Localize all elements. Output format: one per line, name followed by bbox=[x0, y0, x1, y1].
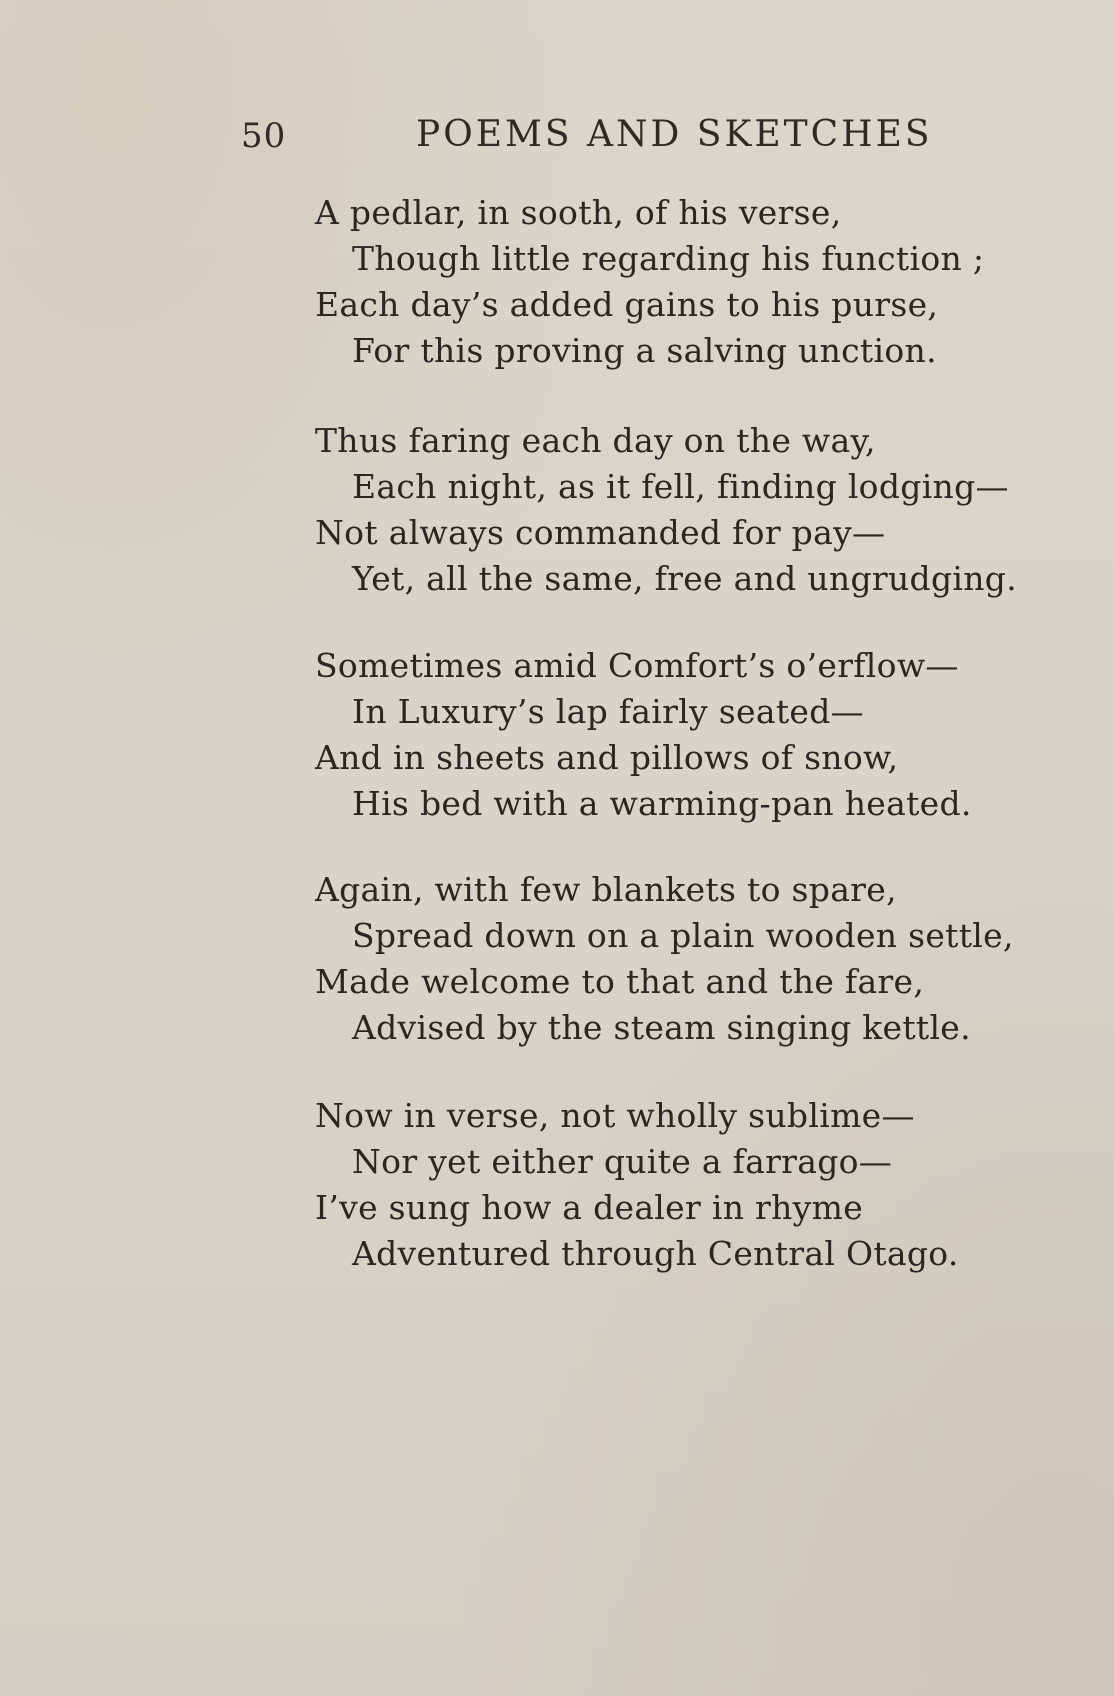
stanza-2 bbox=[315, 418, 1018, 602]
verse-line: His bed with a warming-pan heated. bbox=[352, 784, 972, 823]
verse-line: Not always commanded for pay— bbox=[315, 513, 886, 552]
verse-line: In Luxury’s lap fairly seated— bbox=[352, 692, 864, 731]
verse-line: Spread down on a plain wooden settle, bbox=[352, 916, 1014, 955]
verse-line: Adventured through Central Otago. bbox=[352, 1234, 959, 1273]
verse-line: For this proving a salving unction. bbox=[352, 331, 937, 370]
running-head: POEMS AND SKETCHES bbox=[416, 114, 933, 155]
stanza-5 bbox=[315, 1093, 995, 1277]
stanza-4 bbox=[315, 867, 1014, 1051]
verse-line: Each night, as it fell, finding lodging— bbox=[352, 467, 1009, 506]
verse-line: Sometimes amid Comfort’s o’erflow— bbox=[315, 646, 959, 685]
verse-line: A pedlar, in sooth, of his verse, bbox=[315, 193, 842, 232]
verse-line: Nor yet either quite a farrago— bbox=[352, 1142, 893, 1181]
verse-line: Thus faring each day on the way, bbox=[315, 421, 876, 460]
verse-line: Again, with few blankets to spare, bbox=[315, 870, 897, 909]
stanza-1 bbox=[315, 190, 995, 374]
page-number: 50 bbox=[241, 116, 287, 156]
verse-line: And in sheets and pillows of snow, bbox=[315, 738, 899, 777]
verse-line: Yet, all the same, free and ungrudging. bbox=[352, 559, 1018, 598]
verse-line: Though little regarding his function ; bbox=[352, 239, 985, 278]
verse-line: Made welcome to that and the fare, bbox=[315, 962, 925, 1001]
verse-line: Advised by the steam singing kettle. bbox=[352, 1008, 971, 1047]
verse-line: I’ve sung how a dealer in rhyme bbox=[315, 1188, 864, 1227]
verse-line: Now in verse, not wholly sublime— bbox=[315, 1096, 915, 1135]
stanza-3 bbox=[315, 643, 995, 827]
verse-line: Each day’s added gains to his purse, bbox=[315, 285, 939, 324]
